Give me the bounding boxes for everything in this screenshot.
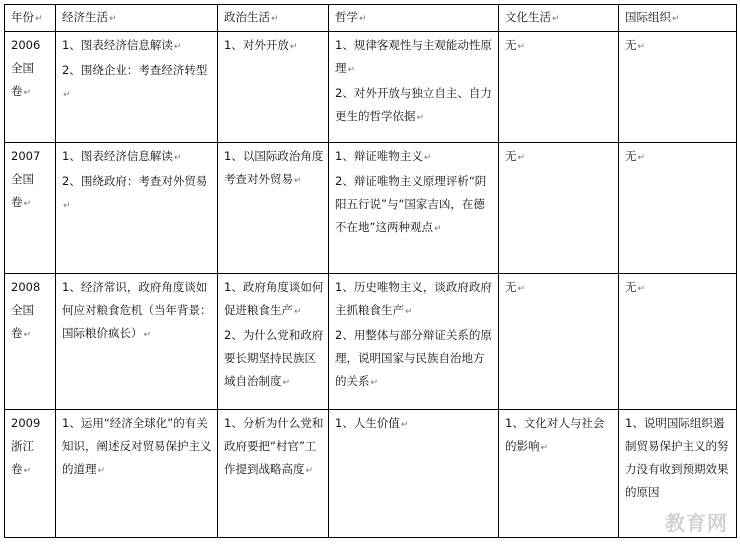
cell-year: 2009 浙江 卷↵	[5, 410, 56, 538]
cell-political: 1、对外开放↵	[218, 32, 329, 143]
header-year: 年份↵	[5, 5, 56, 32]
table-header-row	[5, 5, 737, 32]
cell-economic: 1、运用“经济全球化”的有关知识，阐述反对贸易保护主义的道理↵	[56, 410, 218, 538]
cell-philosophy: 1、历史唯物主义，谈政府政府主抓粮食生产↵ 2、用整体与部分辩证关系的原理，说明国家与民族自治地方的关系↵	[329, 274, 499, 410]
table-row	[5, 32, 737, 143]
header-economic: 经济生活↵	[56, 5, 218, 32]
cell-international: 无↵	[619, 274, 737, 410]
table-row	[5, 410, 737, 538]
cell-political: 1、以国际政治角度考查对外贸易↵	[218, 143, 329, 274]
cell-philosophy: 1、辩证唯物主义↵ 2、辩证唯物主义原理评析“阴阳五行说”与“国家吉凶，在德不在地”这两种观点↵	[329, 143, 499, 274]
cell-international: 无↵	[619, 143, 737, 274]
cell-economic: 1、图表经济信息解读↵ 2、围绕政府：考查对外贸易↵	[56, 143, 218, 274]
cell-culture: 无↵	[499, 32, 619, 143]
table-row	[5, 143, 737, 274]
cell-international: 1、说明国际组织遏制贸易保护主义的努力没有收到预期效果的原因	[619, 410, 737, 538]
table-row	[5, 274, 737, 410]
cell-culture: 无↵	[499, 274, 619, 410]
cell-philosophy: 1、规律客观性与主观能动性原理↵ 2、对外开放与独立自主、自力更生的哲学依据↵	[329, 32, 499, 143]
header-culture: 文化生活↵	[499, 5, 619, 32]
cell-year: 2007 全国 卷↵	[5, 143, 56, 274]
cell-economic: 1、图表经济信息解读↵ 2、围绕企业：考查经济转型↵	[56, 32, 218, 143]
cell-culture: 1、文化对人与社会的影响↵	[499, 410, 619, 538]
cell-economic: 1、经济常识，政府角度谈如何应对粮食危机（当年背景：国际粮价疯长）↵	[56, 274, 218, 410]
cell-international: 无↵	[619, 32, 737, 143]
header-political: 政治生活↵	[218, 5, 329, 32]
cell-year: 2006 全国 卷↵	[5, 32, 56, 143]
header-international: 国际组织↵	[619, 5, 737, 32]
watermark: 教育网	[665, 511, 728, 535]
cell-political: 1、政府角度谈如何促进粮食生产↵ 2、为什么党和政府要长期坚持民族区域自治制度↵	[218, 274, 329, 410]
cell-political: 1、分析为什么党和政府要把“村官”工作提到战略高度↵	[218, 410, 329, 538]
cell-philosophy: 1、人生价值↵	[329, 410, 499, 538]
cell-culture: 无↵	[499, 143, 619, 274]
curriculum-table	[4, 4, 737, 538]
cell-year: 2008 全国 卷↵	[5, 274, 56, 410]
header-philosophy: 哲学↵	[329, 5, 499, 32]
